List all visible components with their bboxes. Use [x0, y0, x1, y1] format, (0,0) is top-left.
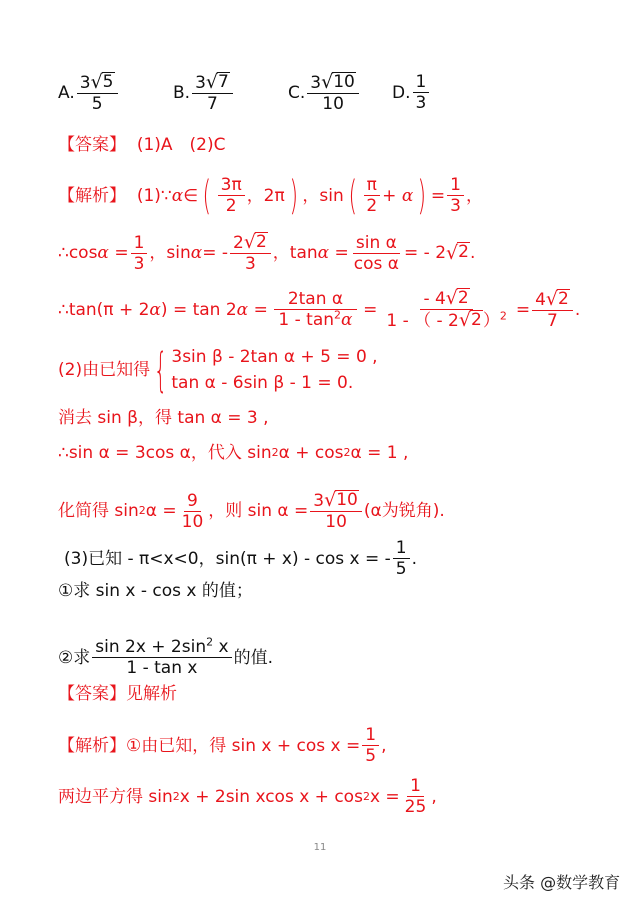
part3-sub-2: ②求 $\frac{\sin 2x + 2\sin^2 x}{\text{1 - tan x}}$ 的值. [58, 635, 273, 678]
part3-sub-1: ①求 sin x - cos x 的值； [58, 581, 253, 601]
part2-line-1: 消去 sin β，得 tan α = 3 , [58, 408, 269, 428]
answer-line-1: 【答案】 (1)A (2)C [58, 135, 226, 155]
choice-a-fraction: 3 √ 5 5 [77, 72, 118, 114]
choice-b-fraction: 3 √ 7 7 [192, 72, 233, 114]
answer-line-2: 【答案】 见解析 [58, 684, 177, 704]
page-number: 11 [313, 842, 327, 853]
solution-1-line-1: 【解析】 (1)∵ α ∈ ( $\frac{3\pi}{2}$ ，2π ) ，sin ( $\frac{\pi}{2}$ + α ) = $\frac{1}{3}$ ， [58, 172, 483, 219]
part2-line-2: ∴sin α = 3cos α，代入 sin 2 α + cos 2 α = 1 , [58, 443, 409, 463]
choice-c-fraction: 3 √ 10 10 [307, 72, 359, 114]
solution-1-line-3: ∴tan(π + 2 α ) = tan 2 α = $\frac{\text{2tan α}}{1 - \tan^2\alpha}$ = - 4 √ 2 1 - （ - 2 √ 2 ）$^2$ = 4 √ 2 7 . [58, 287, 581, 331]
choice-b: B. 3 √ 7 7 [173, 72, 235, 114]
watermark: 头条 @数学教育 [503, 873, 621, 892]
solution-1-line-2: ∴cos α = $\frac{1}{3}$ ，sin α = - 2 √ 2 3 ，tan α = $\frac{\text{sin α}}{\text{cos α}}$ = - 2 √ 2 . [58, 231, 476, 274]
part3-question: (3)已知 - π<x<0，sin(π + x) - cos x = - $\frac{1}{5}$ . [64, 538, 418, 579]
choice-d: D. $\frac{1}{3}$ [392, 72, 431, 113]
part2-system: (2)由已知得 { 3sin β - 2tan α + 5 = 0 , tan α - 6sin β - 1 = 0. [58, 343, 378, 397]
part2-line-3: 化简得 sin 2 α = $\frac{9}{10}$ ，则 sin α = 3 √ 10 10 (α为锐角). [58, 489, 445, 532]
choice-a: A. 3 √ 5 5 [58, 72, 120, 114]
choice-c: C. 3 √ 10 10 [288, 72, 361, 114]
solution-2-line-1: 【解析】 ①由已知，得 sin x + cos x = $\frac{1}{5}$ , [58, 725, 387, 766]
solution-2-line-2: 两边平方得 sin 2 x + 2sin xcos x + cos 2 x = $\frac{1}{25}$ , [58, 776, 437, 817]
choice-d-fraction: $\frac{1}{3}$ [413, 72, 430, 113]
